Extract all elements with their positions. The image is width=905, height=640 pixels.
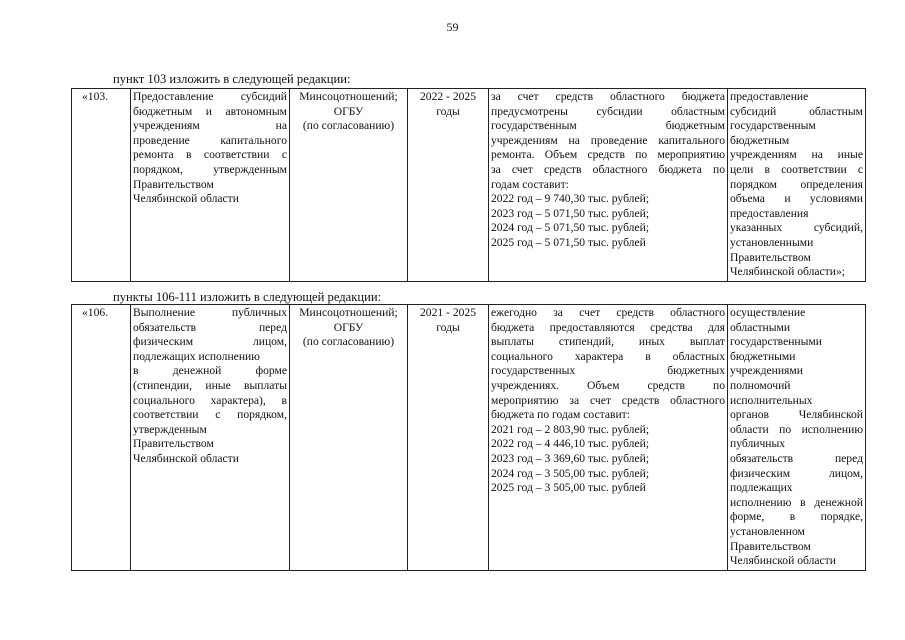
result-cell: осуществление областными государственными бюджетными учреждениями полномочий исполнительных органов Челябинской области по исполнению публичных обязательств перед физическим лицом, подлежащих исполнению в денежной форме, в порядке, установленном Правительством Челябинской области (728, 305, 866, 571)
table-item-103 (71, 88, 866, 282)
executor-cell: Минсоцотношений; ОГБУ (по согласованию) (290, 305, 408, 571)
amendment-instruction-103: пункт 103 изложить в следующей редакции: (113, 72, 351, 86)
item-number-cell: «103. (72, 89, 131, 282)
item-name-cell: Выполнение публичных обязательств перед физическим лицом, подлежащих исполнению в денежной форме (стипендии, иные выплаты социального характера), в соответствии с порядком, утвержденным Правительством Челябинской области (131, 305, 290, 571)
period-cell: 2021 - 2025 годы (408, 305, 489, 571)
amendment-instruction-106-111: пункты 106-111 изложить в следующей редакции: (113, 290, 382, 304)
table-row (72, 305, 866, 571)
item-name-cell: Предоставление субсидий бюджетным и автономным учреждениям на проведение капитального ремонта в соответствии с порядком, утвержденным Правительством Челябинской области (131, 89, 290, 282)
result-cell: предоставление субсидий областным государственным бюджетным учреждениям на иные цели в соответствии с порядком определения объема и условиями предоставления указанных субсидий, установленными Правительством Челябинской области»; (728, 89, 866, 282)
page-number: 59 (446, 20, 459, 34)
table-item-106 (71, 304, 866, 571)
funding-cell: за счет средств областного бюджета предусмотрены субсидии областным государственным бюджетным учреждениям на проведение капитального ремонта. Объем средств по мероприятию за счет средств областного бюджета по годам составит: 2022 год – 9 740,30 тыс. рублей; 2023 год – 5 071,50 тыс. рублей; 2024 год – 5 071,50 тыс. рублей; 2025 год – 5 071,50 тыс. рублей (489, 89, 728, 282)
table-row (72, 89, 866, 282)
funding-cell: ежегодно за счет средств областного бюджета предоставляются средства для выплаты стипендий, иных выплат социального характера в областных государственных бюджетных учреждениях. Объем средств по мероприятию за счет средств областного бюджета по годам составит: 2021 год – 2 803,90 тыс. рублей; 2022 год – 4 446,10 тыс. рублей; 2023 год – 3 369,60 тыс. рублей; 2024 год – 3 505,00 тыс. рублей; 2025 год – 3 505,00 тыс. рублей (489, 305, 728, 571)
item-number-cell: «106. (72, 305, 131, 571)
period-cell: 2022 - 2025 годы (408, 89, 489, 282)
executor-cell: Минсоцотношений; ОГБУ (по согласованию) (290, 89, 408, 282)
